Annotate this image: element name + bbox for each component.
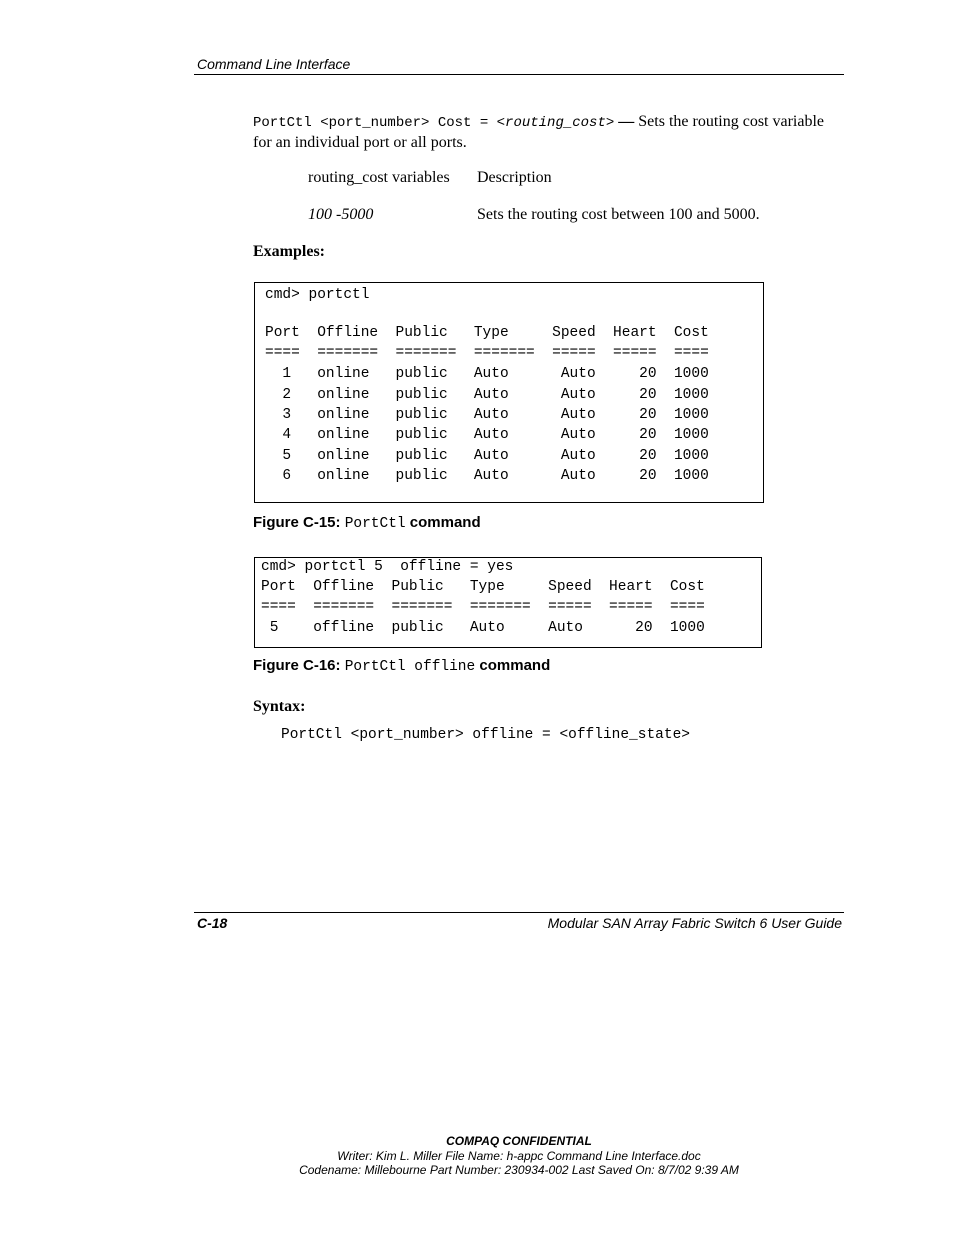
caption-label: Figure C-15: <box>253 514 341 531</box>
figure-c16-screenshot <box>254 557 762 648</box>
codename-info: Codename: Millebourne Part Number: 230934-002 Last Saved On: 8/7/02 9:39 AM <box>299 1163 739 1177</box>
caption-code: PortCtl <box>344 516 406 532</box>
command-syntax-suffix: > <box>605 115 615 131</box>
caption-code: PortCtl offline <box>344 659 476 675</box>
variables-header-description: Description <box>477 169 552 186</box>
header-rule <box>194 74 844 75</box>
footer-rule <box>194 912 844 913</box>
running-header: Command Line Interface <box>197 56 351 72</box>
variable-description: Sets the routing cost between 100 and 5000. <box>477 206 760 223</box>
syntax-heading: Syntax: <box>253 698 306 715</box>
screen-line: 5 offline public Auto Auto 20 1000 <box>261 620 705 636</box>
screen-line: 4 online public Auto Auto 20 1000 <box>265 427 709 443</box>
screen-line: 2 online public Auto Auto 20 1000 <box>265 387 709 403</box>
screen-line: Port Offline Public Type Speed Heart Cost <box>261 579 705 595</box>
caption-text: command <box>409 514 481 531</box>
book-title: Modular SAN Array Fabric Switch 6 User Guide <box>547 915 842 931</box>
screen-line: 1 online public Auto Auto 20 1000 <box>265 366 709 382</box>
command-definition <box>253 112 843 152</box>
screen-line: ==== ======= ======= ======= ===== ===== ==== <box>265 345 709 361</box>
screen-line: 5 online public Auto Auto 20 1000 <box>265 448 709 464</box>
figure-c15-caption <box>253 514 481 532</box>
examples-heading: Examples: <box>253 243 325 260</box>
writer-info: Writer: Kim L. Miller File Name: h-appc Command Line Interface.doc <box>337 1149 701 1163</box>
page-number: C-18 <box>197 915 228 931</box>
command-syntax-variable: routing_cost <box>505 115 606 131</box>
syntax-line: PortCtl <port_number> offline = <offline_state> <box>281 727 690 743</box>
command-description: Sets the routing cost variable for an individual port or all ports. <box>253 113 825 151</box>
command-syntax-prefix: PortCtl <port_number> Cost = < <box>253 115 506 131</box>
em-dash: — <box>618 113 635 130</box>
screen-line: ==== ======= ======= ======= ===== ===== ==== <box>261 599 705 615</box>
screen-line: Port Offline Public Type Speed Heart Cost <box>265 325 709 341</box>
variable-range: 100 -5000 <box>308 206 374 223</box>
screen-line: cmd> portctl <box>265 287 370 303</box>
screen-line: cmd> portctl 5 offline = yes <box>261 559 514 575</box>
confidential-label: COMPAQ CONFIDENTIAL <box>446 1134 592 1148</box>
figure-c15-screenshot <box>254 282 764 503</box>
figure-c16-caption <box>253 657 550 675</box>
screen-line: 3 online public Auto Auto 20 1000 <box>265 407 709 423</box>
caption-text: command <box>479 657 551 674</box>
screen-line: 6 online public Auto Auto 20 1000 <box>265 468 709 484</box>
variables-header-variable: routing_cost variables <box>308 169 450 186</box>
caption-label: Figure C-16: <box>253 657 341 674</box>
